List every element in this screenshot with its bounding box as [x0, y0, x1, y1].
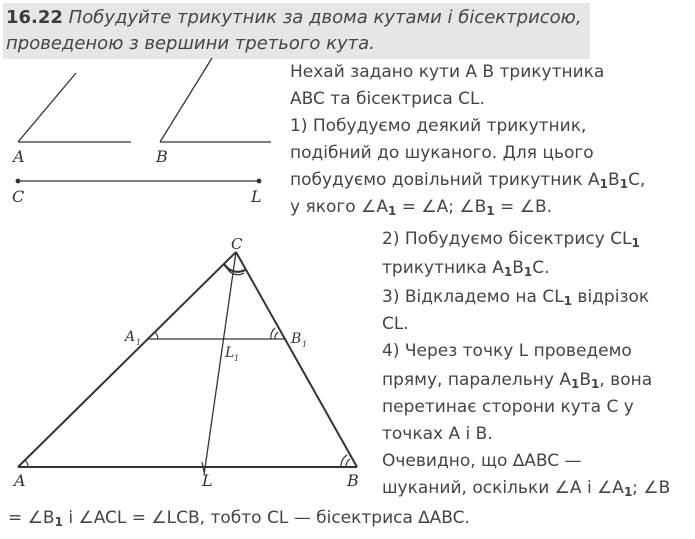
problem-statement-1: Побудуйте трикутник за двома кутами і бісектрисою,	[68, 7, 582, 28]
side-ac	[18, 252, 236, 467]
solution-line-8-a: трикутника A	[382, 258, 504, 278]
given-angle-b	[160, 58, 271, 142]
bisector-cl	[204, 252, 236, 475]
label-angle-b: B	[156, 147, 168, 166]
solution-line-9-b: відрізок	[572, 287, 650, 307]
solution-line-17-b: і ∠ACL = ∠LCB, тобто CL — бісектриса ∆ABC.	[62, 508, 470, 528]
solution-line-9-a: 3) Відкладемо на CL	[382, 287, 564, 307]
subscript-1: 1	[563, 294, 573, 308]
subscript-1: 1	[591, 377, 600, 391]
problem-number: 16.22	[6, 7, 63, 28]
given-angle-a	[18, 73, 131, 142]
angle-mark-b1-inner	[275, 332, 278, 339]
solution-line-17	[8, 505, 470, 536]
subscript-1: 1	[570, 377, 580, 391]
subscript-1: 1	[599, 177, 609, 191]
solution-line-7-a: 2) Побудуємо бісектрису CL	[382, 229, 632, 249]
subscript-1: 1	[523, 265, 533, 279]
solution-line-8-c: C.	[532, 258, 550, 278]
solution-line-13: перетинає сторони кута C у	[382, 397, 634, 417]
label-segment-c: C	[12, 187, 25, 206]
solution-line-6-a: у якого ∠A	[290, 197, 388, 217]
solution-line-1: Нехай задано кути A B трикутника	[290, 62, 605, 82]
solution-line-16-b: ; ∠B	[632, 478, 671, 498]
angle-mark-a1	[155, 332, 158, 339]
solution-line-2: ABC та бісектриса CL.	[290, 89, 485, 109]
given-bisector-segment	[16, 179, 262, 184]
problem-title-line-2: проведеною з вершини третього кута.	[6, 33, 375, 54]
solution-line-5-c: C,	[628, 170, 646, 190]
angle-mark-b-inner	[346, 459, 350, 467]
label-vertex-b1-index: 1	[302, 340, 308, 349]
label-vertex-c: C	[231, 235, 243, 253]
solution-line-8-b: B	[512, 258, 524, 278]
subscript-1: 1	[387, 204, 397, 218]
label-point-l: L	[202, 471, 213, 490]
subscript-1: 1	[503, 265, 513, 279]
solution-line-4: подібний до шуканого. Для цього	[290, 143, 594, 163]
subscript-1: 1	[619, 177, 629, 191]
subscript-1: 1	[54, 515, 63, 529]
solution-line-8	[382, 255, 550, 286]
solution-line-6	[290, 194, 552, 225]
label-vertex-b: B	[347, 471, 359, 490]
solution-line-10: CL.	[382, 314, 409, 334]
solution-line-11: 4) Через точку L проведемо	[382, 341, 632, 361]
solution-line-12-a: пряму, паралельну A	[382, 370, 571, 390]
solution-line-6-b: = ∠A; ∠B	[396, 197, 487, 217]
angle-mark-a	[25, 460, 28, 467]
label-vertex-a1: A	[125, 329, 136, 345]
subscript-1: 1	[486, 204, 495, 218]
label-vertex-a: A	[14, 471, 26, 490]
solution-line-12-c: , вона	[599, 370, 653, 390]
subscript-1: 1	[623, 485, 633, 499]
solution-line-14: точках A і B.	[382, 424, 493, 444]
angle-mark-b1-outer	[271, 328, 275, 339]
subscript-1: 1	[631, 236, 640, 250]
solution-line-16	[382, 475, 670, 506]
solution-line-9	[382, 284, 649, 315]
solution-line-16-a: шуканий, оскільки ∠A і ∠A	[382, 478, 624, 498]
solution-line-15: Очевидно, що ∆ABC —	[382, 451, 582, 471]
solution-line-5-text: побудуємо довільний трикутник A	[290, 170, 600, 190]
solution-line-17-a: = ∠B	[8, 508, 55, 528]
label-point-l1: L	[225, 345, 235, 361]
label-vertex-b1: B	[291, 331, 302, 347]
solution-line-3: 1) Побудуємо деякий трикутник,	[290, 116, 587, 136]
side-bc	[236, 252, 357, 467]
label-segment-l: L	[251, 187, 262, 206]
triangle-construction	[18, 252, 357, 475]
label-vertex-a1-index: 1	[136, 338, 142, 347]
label-point-l1-index: 1	[234, 354, 240, 363]
label-angle-a: A	[13, 147, 25, 166]
solution-line-5-b: B	[608, 170, 620, 190]
solution-line-6-c: = ∠B.	[494, 197, 553, 217]
solution-line-12-b: B	[579, 370, 592, 390]
solution-line-7	[382, 226, 640, 257]
